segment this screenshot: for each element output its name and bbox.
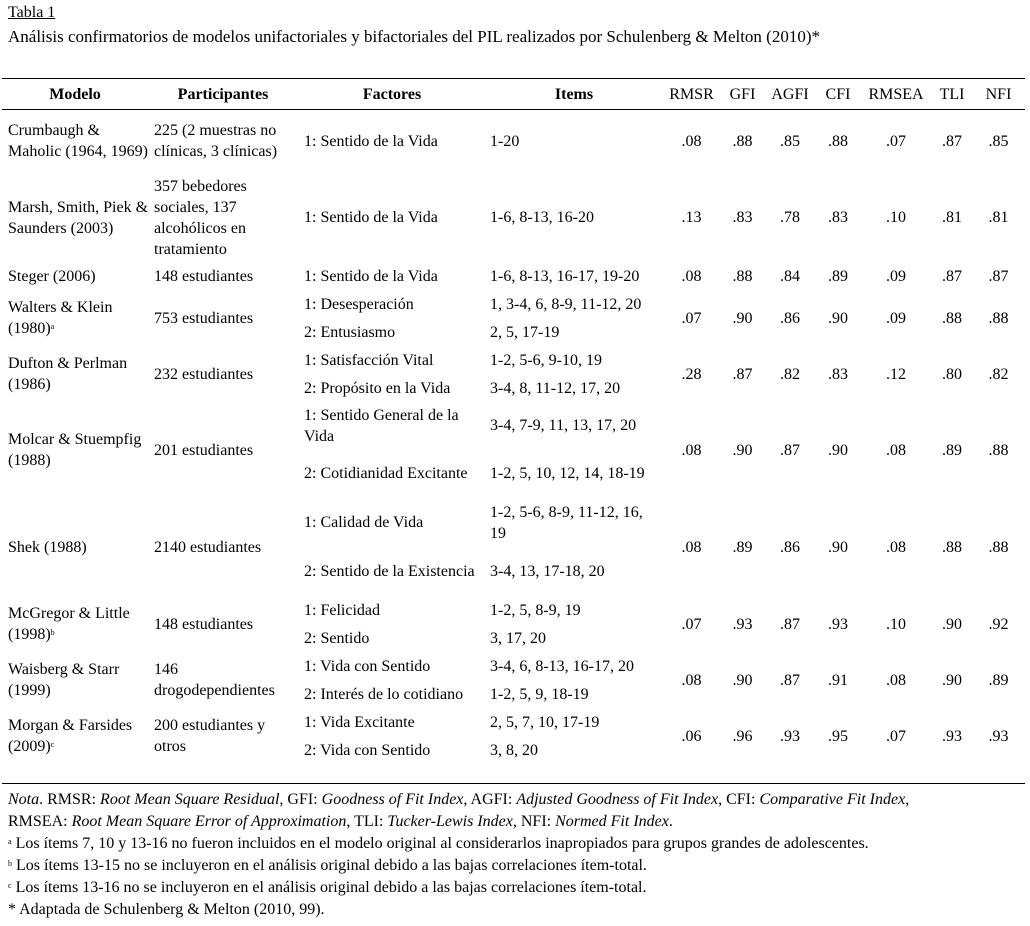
cell-items: 1-2, 5, 8-9, 19 — [490, 601, 581, 619]
cell-factor: 2: Sentido de la Existencia — [304, 563, 475, 580]
table-notes — [8, 789, 1023, 921]
cell-modelo: Crumbaugh & Maholic (1964, 1969) — [8, 122, 148, 160]
cell-rmsr: .08 — [681, 671, 702, 689]
table-row — [2, 498, 1025, 547]
cell-rmsea: .10 — [886, 209, 906, 226]
cell-agfi: .82 — [780, 365, 800, 383]
cell-items: 3, 17, 20 — [490, 629, 546, 647]
cell-tli: .89 — [942, 441, 962, 459]
cell-factor: 1: Satisfacción Vital — [304, 351, 434, 369]
cell-tli: .81 — [942, 209, 962, 226]
cell-rmsr: .08 — [681, 441, 702, 459]
table-row — [2, 173, 1025, 262]
table-row — [2, 290, 1025, 318]
cell-cfi: .89 — [828, 267, 848, 285]
cell-rmsr: .07 — [681, 615, 702, 633]
cell-gfi: .83 — [732, 209, 753, 226]
cell-factor: 1: Sentido General de la Vida — [304, 406, 459, 445]
cell-rmsea: .09 — [886, 309, 906, 327]
cell-items: 3-4, 8, 11-12, 17, 20 — [490, 379, 621, 397]
cell-items: 1-2, 5-6, 9-10, 19 — [490, 351, 602, 369]
col-header-participantes: Participantes — [177, 85, 269, 103]
cell-modelo: Waisberg & Starr (1999) — [8, 661, 120, 699]
cell-gfi: .90 — [732, 441, 753, 459]
cell-gfi: .89 — [732, 538, 753, 556]
cell-modelo: Marsh, Smith, Piek & Saunders (2003) — [8, 198, 149, 237]
cell-agfi: .87 — [780, 441, 800, 459]
cell-items: 2, 5, 7, 10, 17-19 — [490, 713, 600, 731]
cell-factor: 1: Vida Excitante — [304, 713, 415, 731]
cell-agfi: .87 — [780, 671, 800, 689]
cell-rmsr: .08 — [681, 538, 702, 556]
header-row — [2, 80, 1025, 109]
bottom-rule — [2, 783, 1025, 784]
cell-factor: 1: Sentido de la Vida — [304, 267, 438, 285]
cell-cfi: .90 — [828, 441, 848, 459]
col-header-gfi: GFI — [729, 85, 756, 103]
cell-cfi: .83 — [828, 209, 848, 226]
cell-rmsea: .07 — [886, 727, 906, 745]
cell-cfi: .88 — [828, 132, 848, 150]
cell-agfi: .87 — [780, 615, 800, 633]
cell-rmsea: .07 — [886, 132, 906, 150]
cell-nfi: .87 — [988, 267, 1009, 285]
cell-factor: 2: Entusiasmo — [304, 323, 396, 341]
cell-nfi: .85 — [988, 132, 1009, 150]
cell-items: 1-6, 8-13, 16-20 — [490, 209, 594, 226]
table-row — [2, 708, 1025, 736]
cell-items: 3, 8, 20 — [490, 741, 538, 759]
cell-modelo: Walters & Klein $(1980)^a$ — [8, 299, 113, 337]
cell-participantes: 201 estudiantes — [154, 441, 254, 459]
cell-factor: 1: Desesperación — [304, 295, 414, 313]
cell-modelo: Morgan & Farsides $(2009)^c$ — [8, 717, 133, 755]
cell-modelo: Molcar & Stuempfig (1988) — [8, 431, 142, 469]
cell-rmsea: .08 — [886, 671, 906, 689]
adapted-note: * Adaptada de Schulenberg & Melton (2010, 99). — [8, 901, 325, 918]
cell-factor: 1: Felicidad — [304, 601, 380, 619]
col-header-cfi: CFI — [825, 85, 851, 103]
cell-rmsr: .08 — [681, 132, 702, 150]
cell-participantes: 232 estudiantes — [154, 365, 254, 383]
cell-factor: 1: Sentido de la Vida — [304, 209, 438, 226]
cell-agfi: .86 — [780, 538, 800, 556]
cell-items: 3-4, 6, 8-13, 16-17, 20 — [490, 657, 634, 675]
cell-gfi: .90 — [732, 309, 753, 327]
cell-modelo: Steger (2006) — [8, 267, 96, 285]
cell-cfi: .90 — [828, 309, 848, 327]
cell-cfi: .91 — [828, 671, 848, 689]
table-row — [2, 402, 1025, 449]
cell-nfi: .89 — [988, 671, 1009, 689]
cell-participantes: 753 estudiantes — [154, 309, 254, 327]
col-header-agfi: AGFI — [771, 85, 809, 103]
cell-rmsea: .10 — [886, 615, 906, 633]
cell-cfi: .90 — [828, 538, 848, 556]
cell-factor: 2: Cotidianidad Excitante — [304, 465, 468, 482]
footnote-a: $^a$ Los ítems 7, 10 y 13-16 no fueron incluidos en el modelo original al considerarlos inapropiados para grupos grandes de adolescentes. — [8, 835, 869, 852]
abbreviation-note-cont: RMSEA: Root Mean Square Error of Approximation, TLI: Tucker-Lewis Index, NFI: Normed Fit Index. — [8, 813, 673, 830]
cell-rmsr: .07 — [681, 309, 702, 327]
cell-items: 1-6, 8-13, 16-17, 19-20 — [490, 267, 640, 285]
table-row — [2, 652, 1025, 680]
cell-modelo: Shek (1988) — [8, 538, 87, 556]
cell-items: 1-20 — [490, 132, 520, 150]
cell-rmsr: .08 — [681, 267, 702, 285]
cell-gfi: .96 — [732, 727, 753, 745]
abbreviation-note: Nota. RMSR: Root Mean Square Residual, GFI: Goodness of Fit Index, AGFI: Adjusted Goodness of Fit Index, CFI: Comparative Fit Index, — [8, 791, 910, 808]
footnote-b: $^b$ Los ítems 13-15 no se incluyeron en el análisis original debido a las bajas correlaciones ítem-total. — [8, 857, 647, 874]
cell-gfi: .88 — [732, 267, 753, 285]
table-row — [2, 596, 1025, 624]
cell-rmsr: .06 — [681, 727, 702, 745]
cell-gfi: .88 — [732, 132, 753, 150]
table-title: Análisis confirmatorios de modelos unifactoriales y bifactoriales del PIL realizados por Schulenberg & Melton (2010)* — [8, 27, 821, 46]
cell-cfi: .93 — [828, 615, 848, 633]
cell-tli: .87 — [942, 267, 962, 285]
cell-nfi: .92 — [988, 615, 1009, 633]
cell-gfi: .90 — [732, 671, 753, 689]
cell-factor: 1: Calidad de Vida — [304, 514, 424, 531]
cell-factor: 2: Sentido — [304, 629, 370, 647]
table-label: Tabla 1 — [8, 4, 56, 21]
cell-cfi: .83 — [828, 365, 848, 383]
cell-nfi: .88 — [988, 441, 1009, 459]
cell-rmsea: .09 — [886, 267, 906, 285]
cell-agfi: .78 — [780, 209, 800, 226]
col-header-items: Items — [554, 85, 594, 103]
results-table — [2, 80, 1025, 764]
cell-items: 3-4, 13, 17-18, 20 — [490, 563, 605, 580]
cell-agfi: .85 — [780, 132, 800, 150]
cell-nfi: .81 — [988, 209, 1009, 226]
cell-items: 1-2, 5-6, 8-9, 11-12, 16, 19 — [490, 503, 643, 542]
cell-gfi: .87 — [732, 365, 753, 383]
table-row — [2, 262, 1025, 290]
cell-factor: 2: Vida con Sentido — [304, 741, 431, 759]
cell-tli: .90 — [942, 671, 962, 689]
cell-tli: .87 — [942, 132, 962, 150]
cell-rmsea: .08 — [886, 441, 906, 459]
cell-agfi: .84 — [780, 267, 800, 285]
cell-participantes: 225 (2 muestras no clínicas, 3 clínicas) — [154, 122, 278, 160]
cell-rmsea: .12 — [886, 365, 906, 383]
col-header-tli: TLI — [939, 85, 965, 103]
col-header-rmsea: RMSEA — [868, 85, 924, 103]
cell-participantes: 200 estudiantes y otros — [154, 717, 266, 755]
top-rule — [2, 78, 1025, 79]
cell-factor: 2: Propósito en la Vida — [304, 379, 451, 397]
cell-gfi: .93 — [732, 615, 753, 633]
cell-rmsr: .13 — [681, 209, 702, 226]
cell-factor: 1: Sentido de la Vida — [304, 132, 438, 150]
cell-cfi: .95 — [828, 727, 848, 745]
cell-modelo: Dufton & Perlman (1986) — [8, 355, 128, 393]
cell-tli: .90 — [942, 615, 962, 633]
col-header-nfi: NFI — [985, 85, 1012, 103]
table-row — [2, 109, 1025, 173]
cell-rmsr: .28 — [681, 365, 702, 383]
cell-tli: .93 — [942, 727, 962, 745]
footnote-c: $^c$ Los ítems 13-16 no se incluyeron en el análisis original debido a las bajas correlaciones ítem-total. — [8, 879, 647, 896]
cell-items: 1-2, 5, 10, 12, 14, 18-19 — [490, 465, 645, 482]
col-header-rmsr: RMSR — [669, 85, 714, 103]
cell-factor: 2: Interés de lo cotidiano — [304, 685, 464, 703]
cell-factor: 1: Vida con Sentido — [304, 657, 431, 675]
cell-participantes: 146 drogodependientes — [154, 661, 275, 699]
cell-items: 1-2, 5, 9, 18-19 — [490, 685, 589, 703]
cell-tli: .88 — [942, 309, 962, 327]
cell-participantes: 2140 estudiantes — [154, 538, 262, 556]
col-header-modelo: Modelo — [49, 85, 101, 103]
cell-tli: .88 — [942, 538, 962, 556]
cell-modelo: McGregor & Little $(1998)^b$ — [8, 605, 130, 643]
cell-participantes: 148 estudiantes — [154, 267, 254, 285]
table-row — [2, 346, 1025, 374]
cell-participantes: 148 estudiantes — [154, 615, 254, 633]
cell-rmsea: .08 — [886, 538, 906, 556]
col-header-factores: Factores — [362, 85, 422, 103]
cell-agfi: .86 — [780, 309, 800, 327]
cell-tli: .80 — [942, 365, 962, 383]
cell-items: 3-4, 7-9, 11, 13, 17, 20 — [490, 417, 637, 434]
cell-items: 1, 3-4, 6, 8-9, 11-12, 20 — [490, 295, 642, 313]
cell-nfi: .82 — [988, 365, 1009, 383]
cell-nfi: .88 — [988, 538, 1009, 556]
cell-items: 2, 5, 17-19 — [490, 323, 560, 341]
cell-nfi: .93 — [988, 727, 1009, 745]
cell-agfi: .93 — [780, 727, 800, 745]
cell-participantes: 357 bebedores sociales, 137 alcohólicos en tratamiento — [154, 177, 247, 258]
cell-nfi: .88 — [988, 309, 1009, 327]
